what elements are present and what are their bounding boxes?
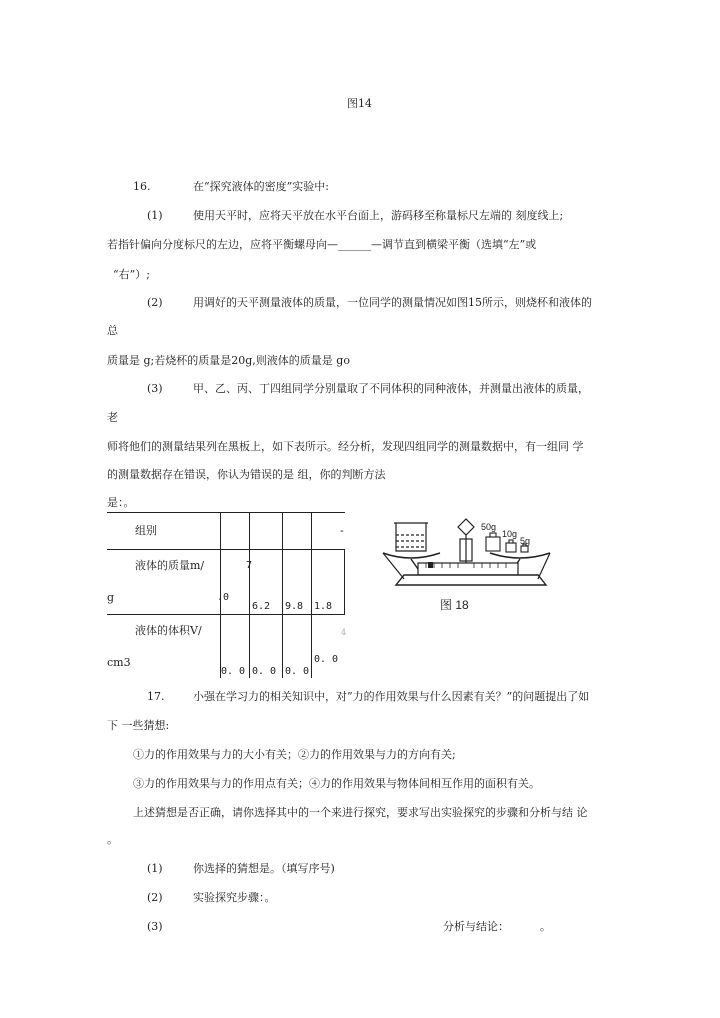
table-row3-val-1: 0. 0 bbox=[252, 666, 277, 677]
q17-step1-number: (1) bbox=[147, 862, 163, 875]
right-pan bbox=[490, 553, 550, 558]
q17-step3-number: (3) bbox=[147, 920, 163, 933]
q16-part3-line1: 甲、乙、丙、丁四组同学分别量取了不同体积的同种液体，并测量出液体的质量， bbox=[193, 382, 589, 395]
table-row3-label-b: cm3 bbox=[107, 656, 131, 669]
weight-label-50g: 50g bbox=[481, 522, 497, 532]
figure14-caption: 图14 bbox=[347, 97, 372, 110]
table-row2-label-a: 液体的质量m/ bbox=[135, 559, 205, 572]
table-row2-val-4: 1.8 bbox=[314, 601, 333, 612]
q16-part1-number: (1) bbox=[147, 209, 163, 222]
table-row3-val-2: 0. 0 bbox=[285, 666, 310, 677]
balance-scale-figure bbox=[378, 513, 608, 613]
table-row2-val-3: 9.8 bbox=[285, 601, 304, 612]
q17-step3-text: 分析与结论： bbox=[443, 920, 509, 933]
q16-part3-line4: 的测量数据存在错误，你认为错误的是 组，你的判断方法 bbox=[107, 468, 386, 481]
table-row2-val-2: 6.2 bbox=[252, 601, 271, 612]
table-row1-dash: - bbox=[340, 524, 344, 537]
table-row1-label: 组别 bbox=[135, 524, 157, 537]
q17-guess1: ①力的作用效果与力的大小有关；②力的作用效果与力的方向有关; bbox=[133, 748, 456, 761]
q16-part2-line1: 用调好的天平测量液体的质量，一位同学的测量情况如图15所示，则烧杯和液体的 bbox=[193, 296, 592, 309]
rider bbox=[428, 562, 433, 568]
scale-base bbox=[396, 575, 546, 585]
table-row2-label-b: g bbox=[107, 591, 115, 604]
q16-intro: 在“探究液体的密度”实验中: bbox=[193, 180, 329, 193]
table-row2-val-0: 7 bbox=[246, 560, 253, 571]
q16-part1-line3: “右”）; bbox=[113, 268, 150, 281]
q17-line1: 小强在学习力的相关知识中，对”力的作用效果与什么因素有关？”的问题提出了如 bbox=[193, 690, 590, 703]
left-pan bbox=[383, 553, 440, 558]
q17-step1-text: 你选择的猜想是。（填写序号) bbox=[193, 862, 335, 875]
q16-part2-number: (2) bbox=[147, 296, 163, 309]
q16-part1-line2: 若指针偏向分度标尺的左边，应将平衡螺母向—______—调节直到横梁平衡（选填“左”或 bbox=[107, 238, 537, 251]
figure18-caption: 图 18 bbox=[440, 598, 469, 612]
q17-line3: 上述猜想是否正确，请你选择其中的一个来进行探究，要求写出实验探究的步骤和分析与结 论 bbox=[133, 806, 588, 819]
q16-part3-number: (3) bbox=[147, 382, 163, 395]
center-pointer bbox=[458, 519, 474, 563]
q17-step3-end: 。 bbox=[540, 920, 551, 933]
q16-part1-line1: 使用天平时，应将天平放在水平台面上，游码移至称量标尺左端的 刻度线上; bbox=[193, 209, 564, 222]
q17-step2-text: 实验探究步骤：。 bbox=[193, 891, 276, 904]
table-row3-val-0: 0. 0 bbox=[221, 666, 246, 677]
q16-part3-line3: 师将他们的测量结果列在黑板上，如下表所示。经分析，发现四组同学的测量数据中，有一组同 学 bbox=[107, 440, 584, 453]
table-row2-val-1: .0 bbox=[217, 592, 230, 603]
q17-line4: 。 bbox=[107, 833, 118, 846]
q16-part3-line5: 是：。 bbox=[107, 496, 135, 509]
q16-number: 16. bbox=[133, 180, 151, 193]
beaker bbox=[394, 523, 428, 551]
q17-step2-number: (2) bbox=[147, 891, 163, 904]
weight-label-10g: 10g bbox=[502, 529, 518, 539]
q17-number: 17. bbox=[147, 690, 165, 703]
q17-line2: 下 一些猜想: bbox=[107, 719, 170, 732]
q16-part2-line2: 总 bbox=[107, 324, 118, 337]
table-row3-val-3: 0. 0 bbox=[314, 654, 339, 665]
q16-part2-line3: 质量是 g;若烧杯的质量是20g,则液体的质量是 go bbox=[107, 354, 350, 367]
q17-guess2: ③力的作用效果与力的作用点有关；④力的作用效果与物体间相互作用的面积有关。 bbox=[133, 777, 540, 790]
weight-label-5g: 5g bbox=[520, 536, 531, 546]
q16-part3-line2: 老 bbox=[107, 411, 118, 424]
table-row3-label-a: 液体的体积V/ bbox=[135, 624, 202, 637]
table-row3-mark: 4 bbox=[341, 628, 347, 637]
